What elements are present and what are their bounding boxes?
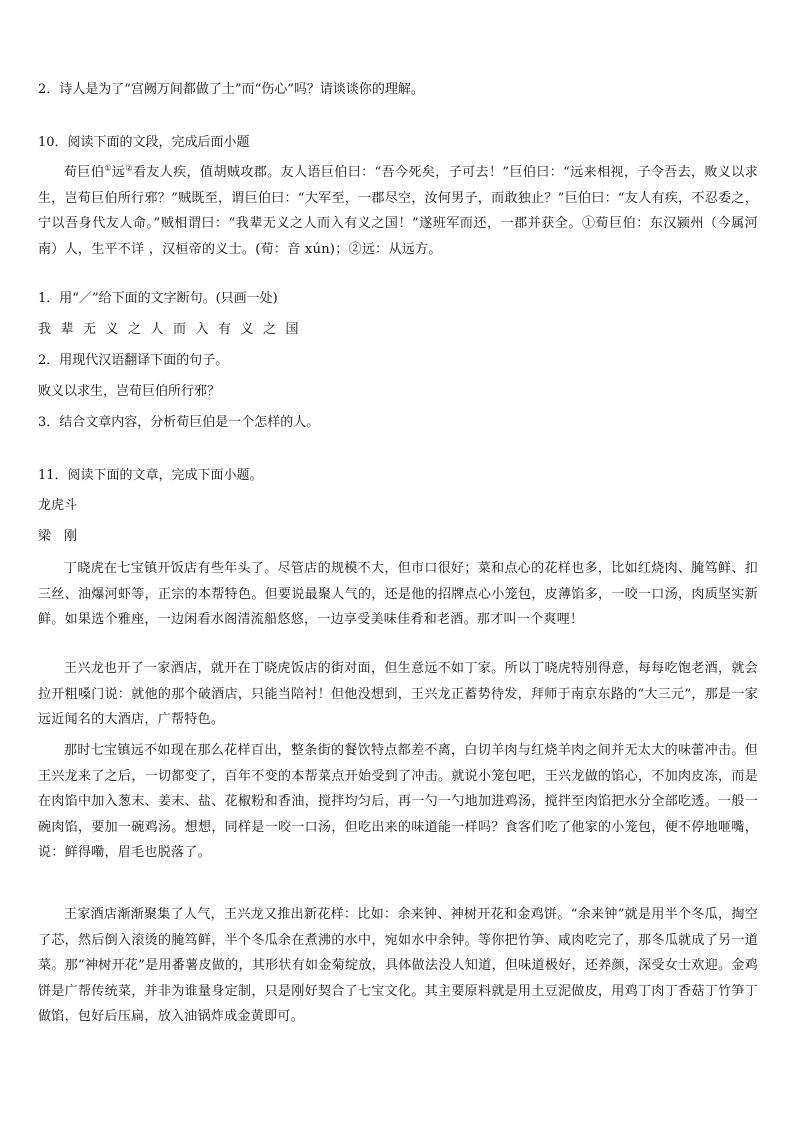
q10-passage-part1: 荀巨伯 [64, 165, 105, 180]
article-paragraph-3: 那时七宝镇远不如现在那么花样百出，整条街的餐饮特点都差不离，白切羊肉与红烧羊肉之间并无太大的味蕾冲击。但王兴龙来了之后，一切都变了，百年不变的本帮菜点开始受到了冲击。就说小笼包吧，王兴龙做的馅心，不加肉皮冻，而是在肉馅中加入葱末、姜末、盐、花椒粉和香油，搅拌均匀后，再一勺一勺地加进鸡汤，搅拌至肉馅把水分全部吃透。一般一碗肉馅，要加一碗鸡汤。想想，同样是一咬一口汤，但吃出来的味道能一样吗？食客们吃了他家的小笼包，便不停地咂嘴，说：鲜得嘞，眉毛也脱落了。 [38, 743, 758, 860]
q10-item-1: 1．用“／”给下面的文字断句。(只画一处) [38, 291, 278, 306]
q10-passage-part2: 远 [111, 165, 126, 180]
q10-item-2: 2．用现代汉语翻译下面的句子。 [38, 353, 229, 368]
q10-heading: 10．阅读下面的文段，完成后面小题 [38, 135, 250, 150]
q10-note-ref-2: ② [125, 163, 133, 173]
q9-item-2: 2．诗人是为了“宫阙万间都做了土”而“伤心”吗？请谈谈你的理解。 [38, 82, 424, 97]
q10-sentence-to-punctuate: 我辈无义之人而入有义之国 [38, 322, 309, 337]
q10-sentence-to-translate: 败义以求生，岂荀巨伯所行邪？ [38, 384, 221, 399]
article-author: 梁 刚 [38, 529, 78, 544]
article-paragraph-1: 丁晓虎在七宝镇开饭店有些年头了。尽管店的规模不大，但市口很好；菜和点心的花样也多，比如红烧肉、腌笃鲜、扣三丝、油爆河虾等，正宗的本帮特色。但要说最聚人气的，还是他的招牌点心小笼包，皮薄馅多，一咬一口汤，肉质坚实新鲜。如果选个雅座，一边闲看水阁清流船悠悠，一边享受美味佳肴和老酒。那才叫一个爽哩！ [38, 561, 758, 627]
article-paragraph-2: 王兴龙也开了一家酒店，就开在丁晓虎饭店的街对面，但生意远不如丁家。所以丁晓虎特别得意，每每吃饱老酒，就会拉开粗嗓门说：就他的那个破酒店，只能当陪衬！但他没想到，王兴龙正蓄势待发，拜师于南京东路的“大三元”，那是一家远近闻名的大酒店，广帮特色。 [38, 661, 758, 727]
article-paragraph-4: 王家酒店渐渐聚集了人气，王兴龙又推出新花样：比如：余来钟、神树开花和金鸡饼。“余来钟”就是用半个冬瓜，掏空了芯，然后倒入滚烫的腌笃鲜，半个冬瓜余在煮沸的水中，宛如水中余钟。等你把竹笋、咸肉吃完了，那冬瓜就成了另一道菜。那“神树开花”是用番薯皮做的，其形状有如金菊绽放，具体做法没人知道，但味道极好，还养颜，深受女士欢迎。金鸡饼是广帮传统菜，并非为谁量身定制，只是刚好契合了七宝文化。其主要原料就是用土豆泥做皮，用鸡丁肉丁香菇丁竹笋丁做馅，包好后压扁，放入油锅炸成金黄即可。 [38, 907, 758, 1024]
q10-note-ref-1: ① [104, 163, 112, 173]
q11-heading: 11．阅读下面的文章，完成下面小题。 [38, 468, 263, 483]
q10-passage-part3: 看友人疾，值胡贼攻郡。友人语巨伯曰：“吾今死矣，子可去！”巨伯曰：“远来相视，子令吾去，败义以求生，岂荀巨伯所行邪？”贼既至，谓巨伯曰：“大军至，一郡尽空，汝何男子，而敢独止？”巨伯曰：“友人有疾，不忍委之，宁以吾身代友人命。”贼相谓曰：“我辈无义之人而入有义之国！”遂班军而还，一郡并获全。①荀巨伯：东汉颍州（今属河南）人，生平不详 ，汉桓帝的义士。(荀：音 xún)；②远：从远方。 [38, 165, 759, 257]
q10-item-3: 3．结合文章内容，分析荀巨伯是一个怎样的人。 [38, 415, 320, 430]
q10-passage [38, 160, 758, 262]
article-title: 龙虎斗 [38, 498, 78, 513]
